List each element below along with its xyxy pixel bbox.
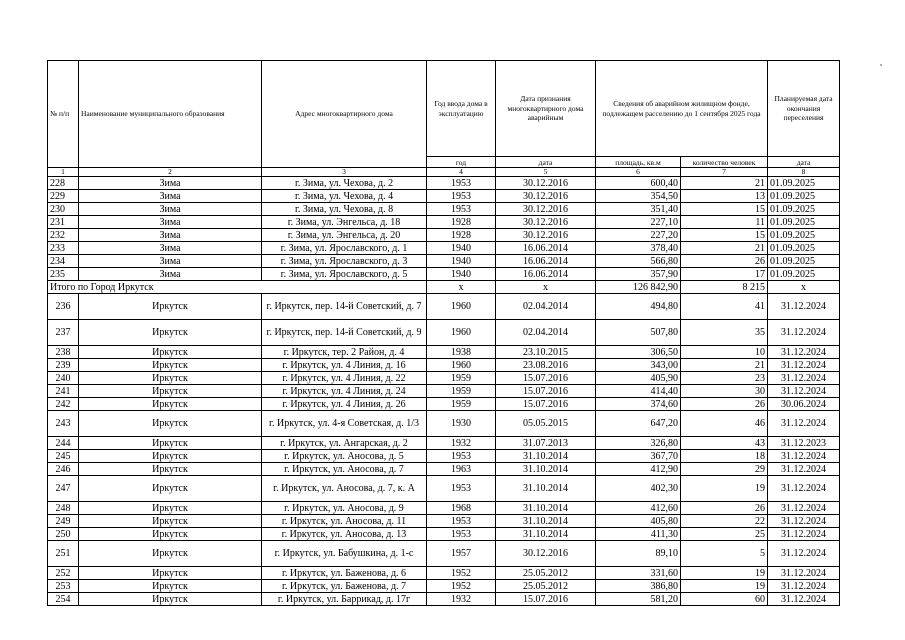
table-row	[48, 593, 840, 606]
planned-end-cell: 01.09.2025	[768, 229, 840, 242]
area-cell: 405,80	[596, 515, 681, 528]
year-cell: 1953	[427, 476, 496, 502]
planned-end-cell: 01.09.2025	[768, 216, 840, 229]
row-number: 249	[48, 515, 79, 528]
people-cell: 26	[681, 502, 768, 515]
table-row	[48, 229, 840, 242]
table-row	[48, 216, 840, 229]
emergency-date-cell: 02.04.2014	[496, 320, 596, 346]
column-numbers-row	[48, 168, 840, 177]
area-cell: 374,60	[596, 398, 681, 411]
col-header-year-built: Год ввода дома в эксплуатацию	[427, 61, 496, 157]
total-area: 126 842,90	[596, 281, 681, 294]
area-cell: 647,20	[596, 411, 681, 437]
address-cell: г. Зима, ул. Чехова, д. 2	[262, 177, 427, 190]
table-row	[48, 541, 840, 567]
address-cell: г. Иркутск, ул. 4 Линия, д. 22	[262, 372, 427, 385]
municipality-cell: Иркутск	[79, 411, 262, 437]
irkutsk-rows	[48, 294, 840, 606]
row-number: 232	[48, 229, 79, 242]
people-cell: 26	[681, 255, 768, 268]
address-cell: г. Иркутск, ул. Баженова, д. 6	[262, 567, 427, 580]
emergency-date-cell: 30.12.2016	[496, 541, 596, 567]
address-cell: г. Иркутск, ул. 4 Линия, д. 26	[262, 398, 427, 411]
emergency-date-cell: 30.12.2016	[496, 216, 596, 229]
people-cell: 35	[681, 320, 768, 346]
year-cell: 1957	[427, 541, 496, 567]
planned-end-cell: 31.12.2024	[768, 476, 840, 502]
area-cell: 343,00	[596, 359, 681, 372]
emergency-date-cell: 31.07.2013	[496, 437, 596, 450]
address-cell: г. Иркутск, ул. Баженова, д. 7	[262, 580, 427, 593]
col-header-municipality: Наименование муниципального образования	[79, 61, 262, 168]
year-cell: 1953	[427, 528, 496, 541]
emergency-date-cell: 25.05.2012	[496, 567, 596, 580]
emergency-date-cell: 30.12.2016	[496, 203, 596, 216]
address-cell: г. Иркутск, пер. 14-й Советский, д. 7	[262, 294, 427, 320]
row-number: 229	[48, 190, 79, 203]
emergency-date-cell: 31.10.2014	[496, 450, 596, 463]
planned-end-cell: 01.09.2025	[768, 268, 840, 281]
emergency-date-cell: 23.08.2016	[496, 359, 596, 372]
area-cell: 367,70	[596, 450, 681, 463]
municipality-cell: Иркутск	[79, 528, 262, 541]
municipality-cell: Зима	[79, 255, 262, 268]
table-row	[48, 450, 840, 463]
year-cell: 1953	[427, 450, 496, 463]
address-cell: г. Иркутск, пер. 14-й Советский, д. 9	[262, 320, 427, 346]
year-cell: 1952	[427, 567, 496, 580]
people-cell: 43	[681, 437, 768, 450]
emergency-date-cell: 15.07.2016	[496, 398, 596, 411]
municipality-cell: Зима	[79, 177, 262, 190]
row-number: 238	[48, 346, 79, 359]
year-cell: 1953	[427, 515, 496, 528]
table-row	[48, 463, 840, 476]
people-cell: 25	[681, 528, 768, 541]
area-cell: 331,60	[596, 567, 681, 580]
municipality-cell: Иркутск	[79, 580, 262, 593]
table-row	[48, 320, 840, 346]
address-cell: г. Иркутск, ул. Аносова, д. 5	[262, 450, 427, 463]
year-cell: 1959	[427, 398, 496, 411]
year-cell: 1930	[427, 411, 496, 437]
area-cell: 412,90	[596, 463, 681, 476]
address-cell: г. Иркутск, ул. 4 Линия, д. 16	[262, 359, 427, 372]
col-number: 2	[79, 168, 262, 177]
year-cell: 1953	[427, 203, 496, 216]
area-cell: 507,80	[596, 320, 681, 346]
planned-end-cell: 30.06.2024	[768, 398, 840, 411]
address-cell: г. Иркутск, ул. Аносова, д. 9	[262, 502, 427, 515]
total-label: Итого по Город Иркутск	[48, 281, 427, 294]
emergency-date-cell: 30.12.2016	[496, 229, 596, 242]
area-cell: 600,40	[596, 177, 681, 190]
row-number: 242	[48, 398, 79, 411]
people-cell: 19	[681, 567, 768, 580]
address-cell: г. Иркутск, ул. Бабушкина, д. 1-с	[262, 541, 427, 567]
row-number: 252	[48, 567, 79, 580]
relocation-table	[47, 60, 840, 606]
zima-rows	[48, 177, 840, 281]
year-cell: 1960	[427, 320, 496, 346]
sub-header-year: год	[427, 157, 496, 168]
col-number: 7	[681, 168, 768, 177]
address-cell: г. Иркутск, тер. 2 Район, д. 4	[262, 346, 427, 359]
row-number: 241	[48, 385, 79, 398]
col-number: 1	[48, 168, 79, 177]
municipality-cell: Иркутск	[79, 294, 262, 320]
people-cell: 21	[681, 177, 768, 190]
table-row	[48, 411, 840, 437]
planned-end-cell: 31.12.2023	[768, 437, 840, 450]
row-number: 251	[48, 541, 79, 567]
year-cell: 1953	[427, 177, 496, 190]
address-cell: г. Иркутск, ул. Аносова, д. 11	[262, 515, 427, 528]
municipality-cell: Зима	[79, 203, 262, 216]
planned-end-cell: 31.12.2024	[768, 346, 840, 359]
planned-end-cell: 31.12.2024	[768, 541, 840, 567]
year-cell: 1928	[427, 229, 496, 242]
emergency-date-cell: 05.05.2015	[496, 411, 596, 437]
municipality-cell: Иркутск	[79, 593, 262, 606]
area-cell: 326,80	[596, 437, 681, 450]
emergency-date-cell: 23.10.2015	[496, 346, 596, 359]
people-cell: 10	[681, 346, 768, 359]
planned-end-cell: 31.12.2024	[768, 450, 840, 463]
address-cell: г. Иркутск, ул. Аносова, д. 7, к. А	[262, 476, 427, 502]
year-cell: 1928	[427, 216, 496, 229]
emergency-date-cell: 30.12.2016	[496, 177, 596, 190]
emergency-date-cell: 16.06.2014	[496, 242, 596, 255]
municipality-cell: Зима	[79, 216, 262, 229]
table-row	[48, 515, 840, 528]
municipality-cell: Зима	[79, 268, 262, 281]
emergency-date-cell: 16.06.2014	[496, 268, 596, 281]
area-cell: 414,40	[596, 385, 681, 398]
people-cell: 46	[681, 411, 768, 437]
area-cell: 378,40	[596, 242, 681, 255]
total-year: x	[427, 281, 496, 294]
area-cell: 306,50	[596, 346, 681, 359]
col-number: 6	[596, 168, 681, 177]
municipality-cell: Иркутск	[79, 515, 262, 528]
table-row	[48, 242, 840, 255]
municipality-cell: Иркутск	[79, 398, 262, 411]
table-row	[48, 359, 840, 372]
people-cell: 60	[681, 593, 768, 606]
area-cell: 354,50	[596, 190, 681, 203]
area-cell: 412,60	[596, 502, 681, 515]
year-cell: 1960	[427, 359, 496, 372]
year-cell: 1959	[427, 385, 496, 398]
planned-end-cell: 31.12.2024	[768, 502, 840, 515]
people-cell: 11	[681, 216, 768, 229]
sub-header-people: количество человек	[681, 157, 768, 168]
planned-end-cell: 31.12.2024	[768, 528, 840, 541]
people-cell: 41	[681, 294, 768, 320]
people-cell: 19	[681, 580, 768, 593]
municipality-cell: Иркутск	[79, 541, 262, 567]
row-number: 236	[48, 294, 79, 320]
planned-end-cell: 31.12.2024	[768, 580, 840, 593]
area-cell: 227,20	[596, 229, 681, 242]
row-number: 243	[48, 411, 79, 437]
planned-end-cell: 01.09.2025	[768, 203, 840, 216]
row-number: 235	[48, 268, 79, 281]
total-row	[48, 281, 840, 294]
people-cell: 22	[681, 515, 768, 528]
municipality-cell: Иркутск	[79, 385, 262, 398]
people-cell: 18	[681, 450, 768, 463]
total-end: x	[768, 281, 840, 294]
area-cell: 566,80	[596, 255, 681, 268]
emergency-date-cell: 31.10.2014	[496, 476, 596, 502]
area-cell: 405,90	[596, 372, 681, 385]
sub-header-date: дата	[496, 157, 596, 168]
row-number: 239	[48, 359, 79, 372]
planned-end-cell: 31.12.2024	[768, 372, 840, 385]
people-cell: 30	[681, 385, 768, 398]
people-cell: 21	[681, 359, 768, 372]
planned-end-cell: 01.09.2025	[768, 177, 840, 190]
address-cell: г. Иркутск, ул. Ангарская, д. 2	[262, 437, 427, 450]
municipality-cell: Иркутск	[79, 372, 262, 385]
people-cell: 15	[681, 203, 768, 216]
address-cell: г. Иркутск, ул. 4 Линия, д. 24	[262, 385, 427, 398]
table-row	[48, 346, 840, 359]
year-cell: 1932	[427, 593, 496, 606]
people-cell: 17	[681, 268, 768, 281]
table-row	[48, 203, 840, 216]
address-cell: г. Зима, ул. Чехова, д. 8	[262, 203, 427, 216]
people-cell: 26	[681, 398, 768, 411]
planned-end-cell: 31.12.2024	[768, 515, 840, 528]
municipality-cell: Зима	[79, 190, 262, 203]
planned-end-cell: 01.09.2025	[768, 242, 840, 255]
planned-end-cell: 31.12.2024	[768, 567, 840, 580]
table-row	[48, 437, 840, 450]
year-cell: 1932	[427, 437, 496, 450]
year-cell: 1940	[427, 242, 496, 255]
address-cell: г. Иркутск, ул. Баррикад, д. 17г	[262, 593, 427, 606]
row-number: 247	[48, 476, 79, 502]
area-cell: 351,40	[596, 203, 681, 216]
row-number: 237	[48, 320, 79, 346]
municipality-cell: Иркутск	[79, 502, 262, 515]
planned-end-cell: 31.12.2024	[768, 320, 840, 346]
municipality-cell: Зима	[79, 242, 262, 255]
col-number: 8	[768, 168, 840, 177]
total-section	[48, 281, 840, 294]
year-cell: 1952	[427, 580, 496, 593]
total-date: x	[496, 281, 596, 294]
planned-end-cell: 01.09.2025	[768, 190, 840, 203]
table-row	[48, 398, 840, 411]
table-row	[48, 502, 840, 515]
area-cell: 89,10	[596, 541, 681, 567]
emergency-date-cell: 15.07.2016	[496, 385, 596, 398]
address-cell: г. Зима, ул. Ярославского, д. 1	[262, 242, 427, 255]
people-cell: 15	[681, 229, 768, 242]
year-cell: 1963	[427, 463, 496, 476]
municipality-cell: Иркутск	[79, 567, 262, 580]
emergency-date-cell: 15.07.2016	[496, 372, 596, 385]
table-row	[48, 528, 840, 541]
row-number: 248	[48, 502, 79, 515]
col-number: 3	[262, 168, 427, 177]
municipality-cell: Зима	[79, 229, 262, 242]
table-row	[48, 255, 840, 268]
emergency-date-cell: 30.12.2016	[496, 190, 596, 203]
people-cell: 23	[681, 372, 768, 385]
emergency-date-cell: 25.05.2012	[496, 580, 596, 593]
emergency-date-cell: 31.10.2014	[496, 515, 596, 528]
row-number: 230	[48, 203, 79, 216]
emergency-date-cell: 31.10.2014	[496, 528, 596, 541]
col-number: 5	[496, 168, 596, 177]
municipality-cell: Иркутск	[79, 476, 262, 502]
col-header-emergency-date: Дата признания многоквартирного дома аварийным	[496, 61, 596, 157]
table-row	[48, 580, 840, 593]
header-row	[48, 61, 840, 157]
row-number: 254	[48, 593, 79, 606]
municipality-cell: Иркутск	[79, 437, 262, 450]
row-number: 250	[48, 528, 79, 541]
year-cell: 1940	[427, 268, 496, 281]
planned-end-cell: 01.09.2025	[768, 255, 840, 268]
sub-header-end-date: дата	[768, 157, 840, 168]
col-header-planned-end: Планируемая дата окончания переселения	[768, 61, 840, 157]
people-cell: 21	[681, 242, 768, 255]
emergency-date-cell: 31.10.2014	[496, 502, 596, 515]
people-cell: 19	[681, 476, 768, 502]
planned-end-cell: 31.12.2024	[768, 359, 840, 372]
emergency-date-cell: 15.07.2016	[496, 593, 596, 606]
planned-end-cell: 31.12.2024	[768, 294, 840, 320]
year-cell: 1968	[427, 502, 496, 515]
people-cell: 29	[681, 463, 768, 476]
municipality-cell: Иркутск	[79, 346, 262, 359]
emergency-date-cell: 31.10.2014	[496, 463, 596, 476]
table-row	[48, 190, 840, 203]
row-number: 245	[48, 450, 79, 463]
emergency-date-cell: 16.06.2014	[496, 255, 596, 268]
address-cell: г. Зима, ул. Чехова, д. 4	[262, 190, 427, 203]
year-cell: 1959	[427, 372, 496, 385]
area-cell: 411,30	[596, 528, 681, 541]
row-number: 234	[48, 255, 79, 268]
address-cell: г. Иркутск, ул. Аносова, д. 7	[262, 463, 427, 476]
row-number: 244	[48, 437, 79, 450]
table-row	[48, 372, 840, 385]
municipality-cell: Иркутск	[79, 450, 262, 463]
sub-header-area: площадь, кв.м	[596, 157, 681, 168]
year-cell: 1938	[427, 346, 496, 359]
year-cell: 1960	[427, 294, 496, 320]
table-row	[48, 567, 840, 580]
table-row	[48, 476, 840, 502]
emergency-date-cell: 02.04.2014	[496, 294, 596, 320]
table-row	[48, 385, 840, 398]
scan-speck	[880, 64, 882, 66]
row-number: 228	[48, 177, 79, 190]
col-header-address: Адрес многоквартирного дома	[262, 61, 427, 168]
address-cell: г. Зима, ул. Ярославского, д. 3	[262, 255, 427, 268]
table-row	[48, 268, 840, 281]
area-cell: 227,10	[596, 216, 681, 229]
planned-end-cell: 31.12.2024	[768, 411, 840, 437]
total-people: 8 215	[681, 281, 768, 294]
address-cell: г. Иркутск, ул. 4-я Советская, д. 1/3	[262, 411, 427, 437]
col-number: 4	[427, 168, 496, 177]
area-cell: 386,80	[596, 580, 681, 593]
planned-end-cell: 31.12.2024	[768, 593, 840, 606]
col-header-fund-info: Сведения об аварийном жилищном фонде, подлежащем расселению до 1 сентября 2025 года	[596, 61, 768, 157]
row-number: 240	[48, 372, 79, 385]
area-cell: 494,80	[596, 294, 681, 320]
address-cell: г. Зима, ул. Энгельса, д. 20	[262, 229, 427, 242]
municipality-cell: Иркутск	[79, 359, 262, 372]
area-cell: 581,20	[596, 593, 681, 606]
row-number: 253	[48, 580, 79, 593]
area-cell: 357,90	[596, 268, 681, 281]
row-number: 231	[48, 216, 79, 229]
table-row	[48, 177, 840, 190]
municipality-cell: Иркутск	[79, 320, 262, 346]
area-cell: 402,30	[596, 476, 681, 502]
people-cell: 13	[681, 190, 768, 203]
planned-end-cell: 31.12.2024	[768, 463, 840, 476]
address-cell: г. Иркутск, ул. Аносова, д. 13	[262, 528, 427, 541]
col-header-num: № п/п	[48, 61, 79, 168]
table-row	[48, 294, 840, 320]
people-cell: 5	[681, 541, 768, 567]
address-cell: г. Зима, ул. Энгельса, д. 18	[262, 216, 427, 229]
address-cell: г. Зима, ул. Ярославского, д. 5	[262, 268, 427, 281]
row-number: 233	[48, 242, 79, 255]
row-number: 246	[48, 463, 79, 476]
planned-end-cell: 31.12.2024	[768, 385, 840, 398]
year-cell: 1953	[427, 190, 496, 203]
municipality-cell: Иркутск	[79, 463, 262, 476]
year-cell: 1940	[427, 255, 496, 268]
